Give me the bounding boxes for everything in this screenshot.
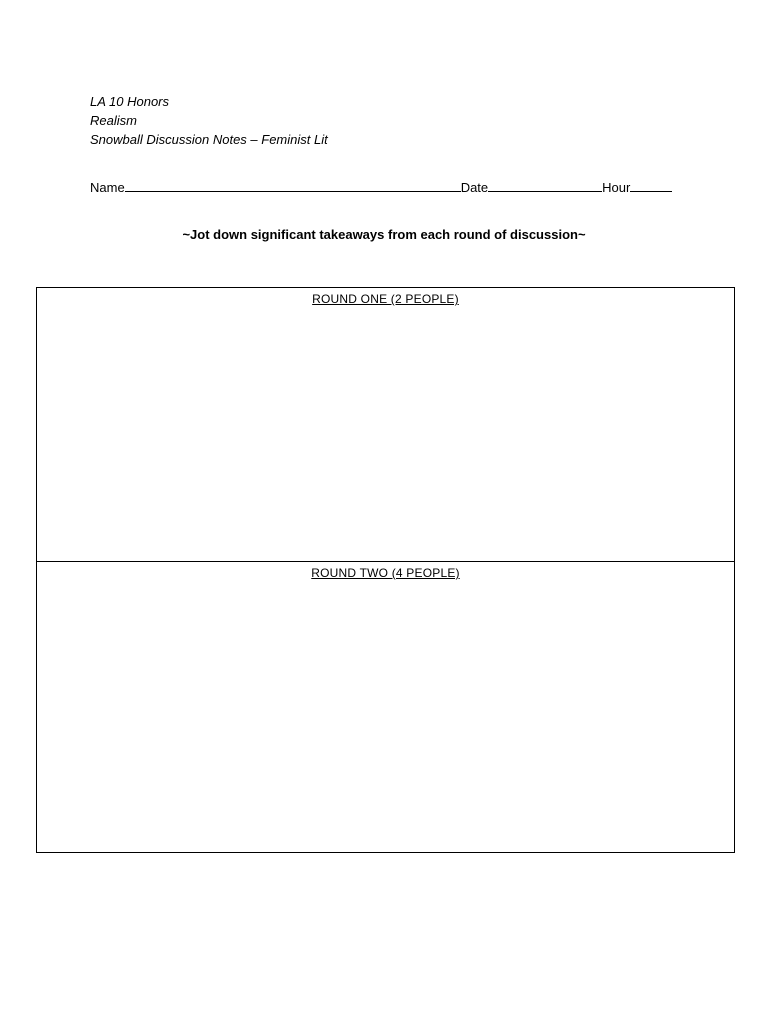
round-one-title: ROUND ONE (2 PEOPLE) [312, 292, 459, 306]
round-two-box[interactable] [37, 562, 734, 852]
round-two-title: ROUND TWO (4 PEOPLE) [311, 566, 460, 580]
date-blank[interactable] [488, 178, 602, 192]
round-one-box[interactable] [37, 288, 734, 562]
course-title: LA 10 Honors [90, 94, 170, 109]
document-header [90, 92, 328, 149]
discussion-notes-table [36, 287, 735, 853]
student-info-line [90, 178, 672, 197]
hour-label: Hour [602, 180, 631, 195]
unit-title: Realism [90, 113, 137, 128]
instruction-text: ~Jot down significant takeaways from each round of discussion~ [182, 227, 586, 242]
activity-title: Snowball Discussion Notes – Feminist Lit [90, 132, 328, 147]
date-label: Date [460, 180, 489, 195]
name-blank[interactable] [125, 178, 461, 192]
name-label: Name [90, 180, 125, 195]
hour-blank[interactable] [630, 178, 672, 192]
